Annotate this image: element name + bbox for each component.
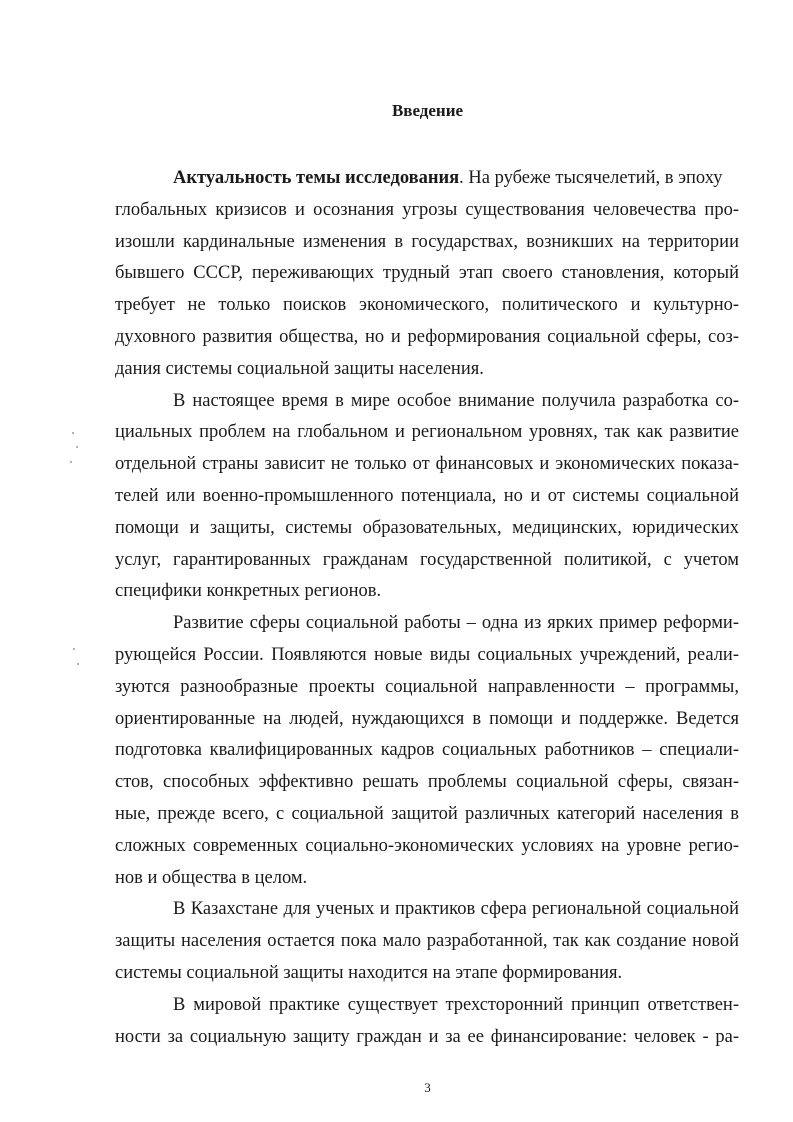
paragraph-3-line-7: ные, прежде всего, с социальной защитой различных категорий населения в — [115, 804, 739, 824]
paragraph-1-line-4: бывшего СССР, переживающих трудный этап своего становления, который — [115, 263, 739, 283]
paragraph-3-line-9: нов и общества в целом. — [115, 868, 308, 888]
paragraph-3-line-4: ориентированные на людей, нуждающихся в помощи и поддержке. Ведется — [115, 709, 739, 729]
paragraph-4-line-2: защиты населения остается пока мало разработанной, так как создание новой — [115, 931, 739, 951]
scan-speck — [73, 648, 75, 650]
scan-speck — [72, 432, 74, 434]
paragraph-3-line-1: Развитие сферы социальной работы – одна из ярких пример реформи- — [173, 613, 739, 633]
page-number: 3 — [424, 1080, 431, 1095]
paragraph-2-line-7: специфики конкретных регионов. — [115, 581, 382, 601]
paragraph-2-line-6: услуг, гарантированных гражданам государственной политикой, с учетом — [115, 550, 739, 570]
scan-speck — [77, 663, 79, 665]
paragraph-3-line-5: подготовка квалифицированных кадров социальных работников – специали- — [115, 740, 739, 760]
paragraph-2-line-1: В настоящее время в мире особое внимание получила разработка со- — [173, 391, 739, 411]
paragraph-1-line-3: изошли кардинальные изменения в государствах, возникших на территории — [115, 232, 739, 252]
paragraph-1-line-5: требует не только поисков экономического, политического и культурно- — [115, 295, 739, 315]
paragraph-4-line-3: системы социальной защиты находится на этапе формирования. — [115, 963, 623, 983]
paragraph-1-line-6: духовного развития общества, но и реформирования социальной сферы, соз- — [115, 327, 739, 347]
paragraph-2-line-2: циальных проблем на глобальном и региональном уровнях, так как развитие — [115, 422, 739, 442]
paragraph-1-line-2: глобальных кризисов и осознания угрозы существования человечества про- — [115, 200, 739, 220]
line-text: . На рубеже тысячелетий, в эпоху — [459, 168, 723, 188]
paragraph-1-line-7: дания системы социальной защиты населения. — [115, 359, 484, 379]
section-heading: Введение — [391, 101, 464, 120]
paragraph-5-line-2: ности за социальную защиту граждан и за ее финансирование: человек - ра- — [115, 1027, 739, 1047]
scan-speck — [76, 446, 78, 448]
paragraph-2-line-3: отдельной страны зависит не только от финансовых и экономических показа- — [115, 454, 739, 474]
paragraph-4-line-1: В Казахстане для ученых и практиков сфера региональной социальной — [173, 899, 739, 919]
scan-speck — [70, 461, 72, 463]
paragraph-3-line-8: сложных современных социально-экономических условиях на уровне регио- — [115, 836, 739, 856]
paragraph-3-line-6: стов, способных эффективно решать проблемы социальной сферы, связан- — [115, 772, 739, 792]
paragraph-3-line-3: зуются разнообразные проекты социальной направленности – программы, — [115, 677, 739, 697]
bold-lead: Актуальность темы исследования — [173, 168, 460, 188]
paragraph-2-line-5: помощи и защиты, системы образовательных, медицинских, юридических — [115, 518, 739, 538]
paragraph-1-line-1 — [173, 166, 739, 190]
paragraph-3-line-2: рующейся России. Появляются новые виды социальных учреждений, реали- — [115, 645, 739, 665]
paragraph-2-line-4: телей или военно-промышленного потенциала, но и от системы социальной — [115, 486, 739, 506]
paragraph-5-line-1: В мировой практике существует трехсторонний принцип ответствен- — [173, 995, 739, 1015]
